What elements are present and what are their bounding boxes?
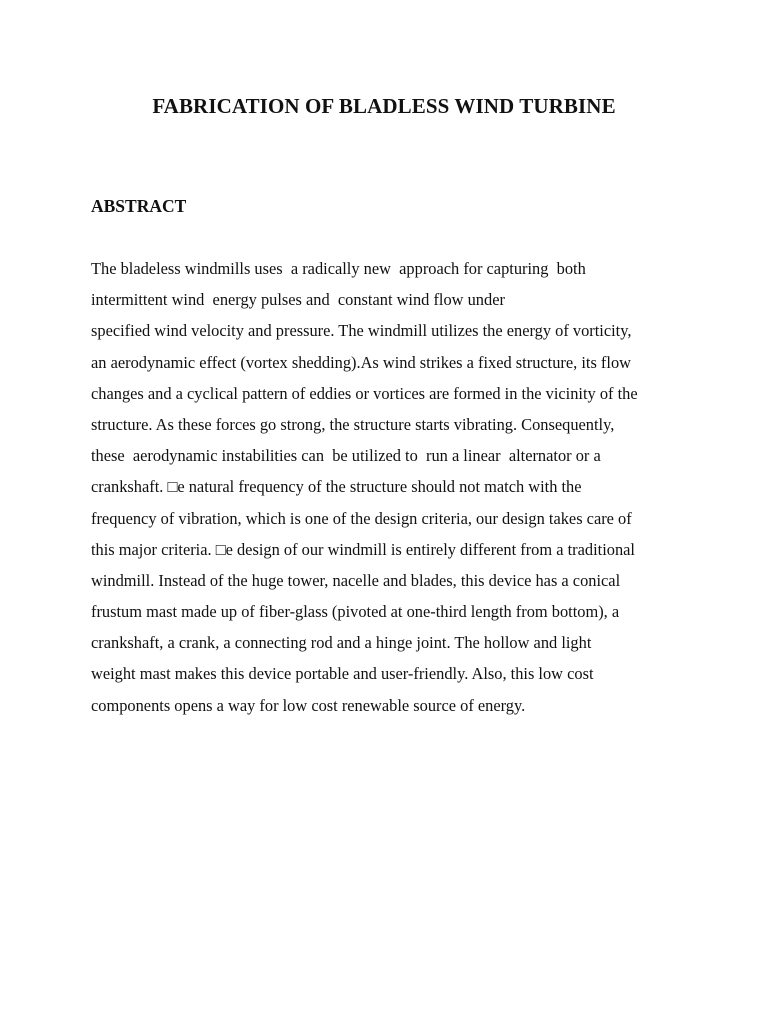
abstract-line: specified wind velocity and pressure. The windmill utilizes the energy of vorticity, [91,321,632,341]
abstract-line: crankshaft. □e natural frequency of the structure should not match with the [91,477,582,497]
abstract-line: windmill. Instead of the huge tower, nacelle and blades, this device has a conical [91,570,621,590]
abstract-line: weight mast makes this device portable and user-friendly. Also, this low cost [91,664,594,684]
abstract-line: changes and a cyclical pattern of eddies or vortices are formed in the vicinity of the [91,383,638,403]
abstract-line: components opens a way for low cost renewable source of energy. [91,695,526,715]
abstract-line: this major criteria. □e design of our windmill is entirely different from a traditional [91,539,635,559]
section-heading-abstract: ABSTRACT [91,196,187,216]
abstract-line: frequency of vibration, which is one of the design criteria, our design takes care of [91,508,632,528]
abstract-line: frustum mast made up of fiber-glass (pivoted at one-third length from bottom), a [91,602,620,622]
abstract-line: crankshaft, a crank, a connecting rod and a hinge joint. The hollow and light [91,633,592,653]
abstract-line: these aerodynamic instabilities can be utilized to run a linear alternator or a [91,446,601,466]
abstract-line: The bladeless windmills uses a radically new approach for capturing both [91,259,586,278]
document-title: FABRICATION OF BLADLESS WIND TURBINE [152,94,616,118]
abstract-line: intermittent wind energy pulses and constant wind flow under [91,290,505,310]
abstract-line: an aerodynamic effect (vortex shedding).As wind strikes a fixed structure, its flow [91,352,631,372]
abstract-paragraph [91,253,691,721]
abstract-line: structure. As these forces go strong, the structure starts vibrating. Consequently, [91,414,615,434]
